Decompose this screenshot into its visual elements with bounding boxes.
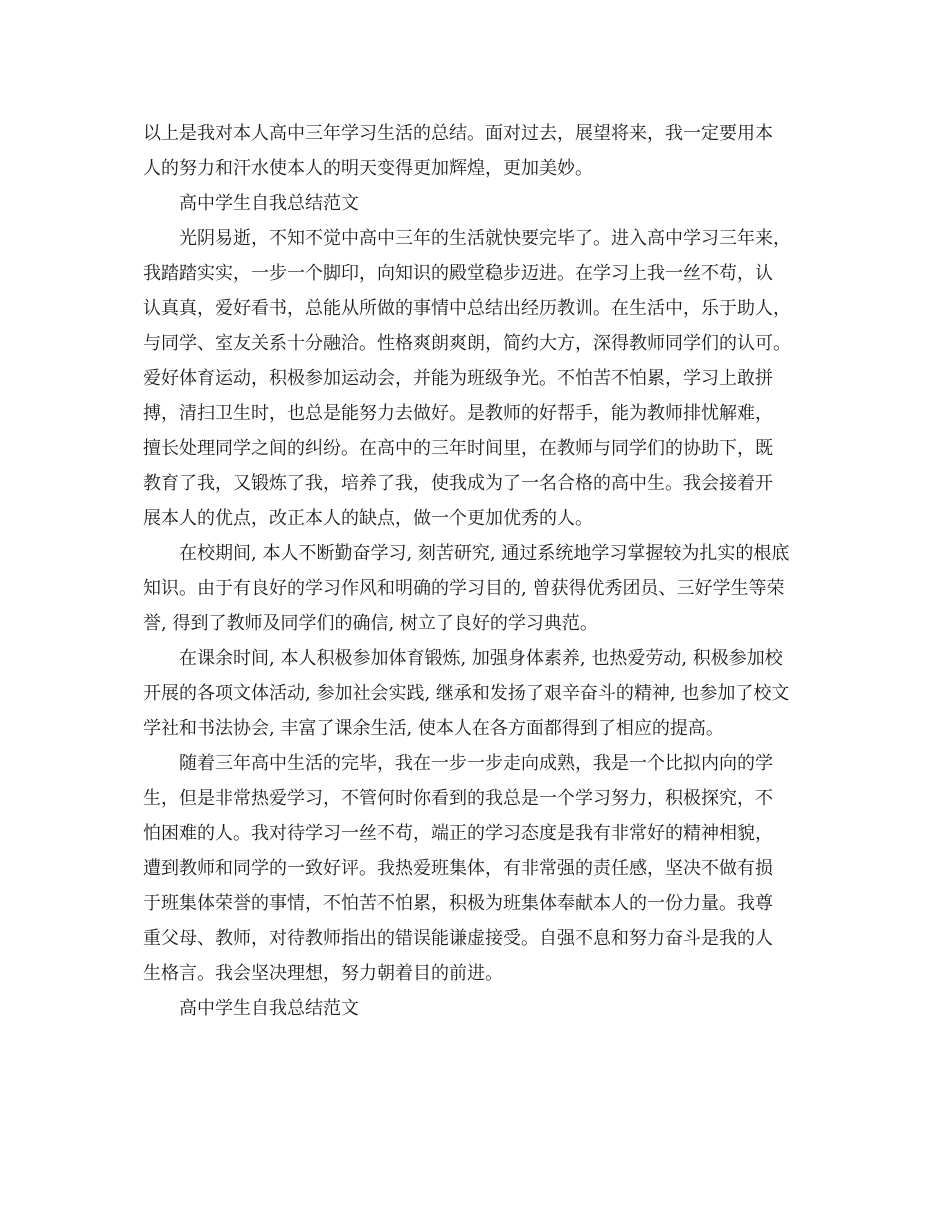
section-heading: 高中学生自我总结范文: [179, 193, 359, 214]
text-line: 学社和书法协会, 丰富了课余生活, 使本人在各方面都得到了相应的提高。: [143, 718, 724, 739]
text-line: 擅长处理同学之间的纠纷。在高中的三年时间里，在教师与同学们的协助下，既: [143, 438, 773, 459]
text-line: 开展的各项文体活动, 参加社会实践, 继承和发扬了艰辛奋斗的精神, 也参加了校文: [143, 683, 790, 704]
text-line: 重父母、教师，对待教师指出的错误能谦虚接受。自强不息和努力奋斗是我的人: [143, 928, 773, 949]
text-line: 以上是我对本人高中三年学习生活的总结。面对过去，展望将来，我一定要用本: [143, 123, 773, 144]
text-line: 搏，清扫卫生时，也总是能努力去做好。是教师的好帮手，能为教师排忧解难，: [143, 403, 773, 424]
text-line: 人的努力和汗水使本人的明天变得更加辉煌，更加美妙。: [143, 158, 593, 179]
text-line: 怕困难的人。我对待学习一丝不苟，端正的学习态度是我有非常好的精神相貌，: [143, 823, 773, 844]
text-line: 随着三年高中生活的完毕，我在一步一步走向成熟，我是一个比拟内向的学: [179, 753, 773, 774]
text-line: 在课余时间, 本人积极参加体育锻炼, 加强身体素养, 也热爱劳动, 积极参加校: [179, 648, 783, 669]
text-line: 爱好体育运动，积极参加运动会，并能为班级争光。不怕苦不怕累，学习上敢拼: [143, 368, 773, 389]
text-line: 誉, 得到了教师及同学们的确信, 树立了良好的学习典范。: [143, 613, 598, 634]
text-line: 知识。由于有良好的学习作风和明确的学习目的, 曾获得优秀团员、三好学生等荣: [143, 578, 785, 599]
text-line: 教育了我，又锻炼了我，培养了我，使我成为了一名合格的高中生。我会接着开: [143, 473, 773, 494]
text-line: 认真真，爱好看书，总能从所做的事情中总结出经历教训。在生活中，乐于助人，: [143, 298, 791, 319]
text-line: 生，但是非常热爱学习，不管何时你看到的我总是一个学习努力，积极探究，不: [143, 788, 773, 809]
text-line: 于班集体荣誉的事情，不怕苦不怕累，积极为班集体奉献本人的一份力量。我尊: [143, 893, 773, 914]
text-line: 我踏踏实实，一步一个脚印，向知识的殿堂稳步迈进。在学习上我一丝不苟，认: [143, 263, 773, 284]
text-line: 展本人的优点，改正本人的缺点，做一个更加优秀的人。: [143, 508, 593, 529]
text-line: 遭到教师和同学的一致好评。我热爱班集体，有非常强的责任感，坚决不做有损: [143, 858, 773, 879]
text-line: 光阴易逝，不知不觉中高中三年的生活就快要完毕了。进入高中学习三年来，: [179, 228, 791, 249]
document-body: [143, 116, 807, 1026]
section-heading: 高中学生自我总结范文: [179, 998, 359, 1019]
text-line: 在校期间, 本人不断勤奋学习, 刻苦研究, 通过系统地学习掌握较为扎实的根底: [179, 543, 790, 564]
text-line: 生格言。我会坚决理想，努力朝着目的前进。: [143, 963, 503, 984]
text-line: 与同学、室友关系十分融洽。性格爽朗爽朗，简约大方，深得教师同学们的认可。: [143, 333, 791, 354]
